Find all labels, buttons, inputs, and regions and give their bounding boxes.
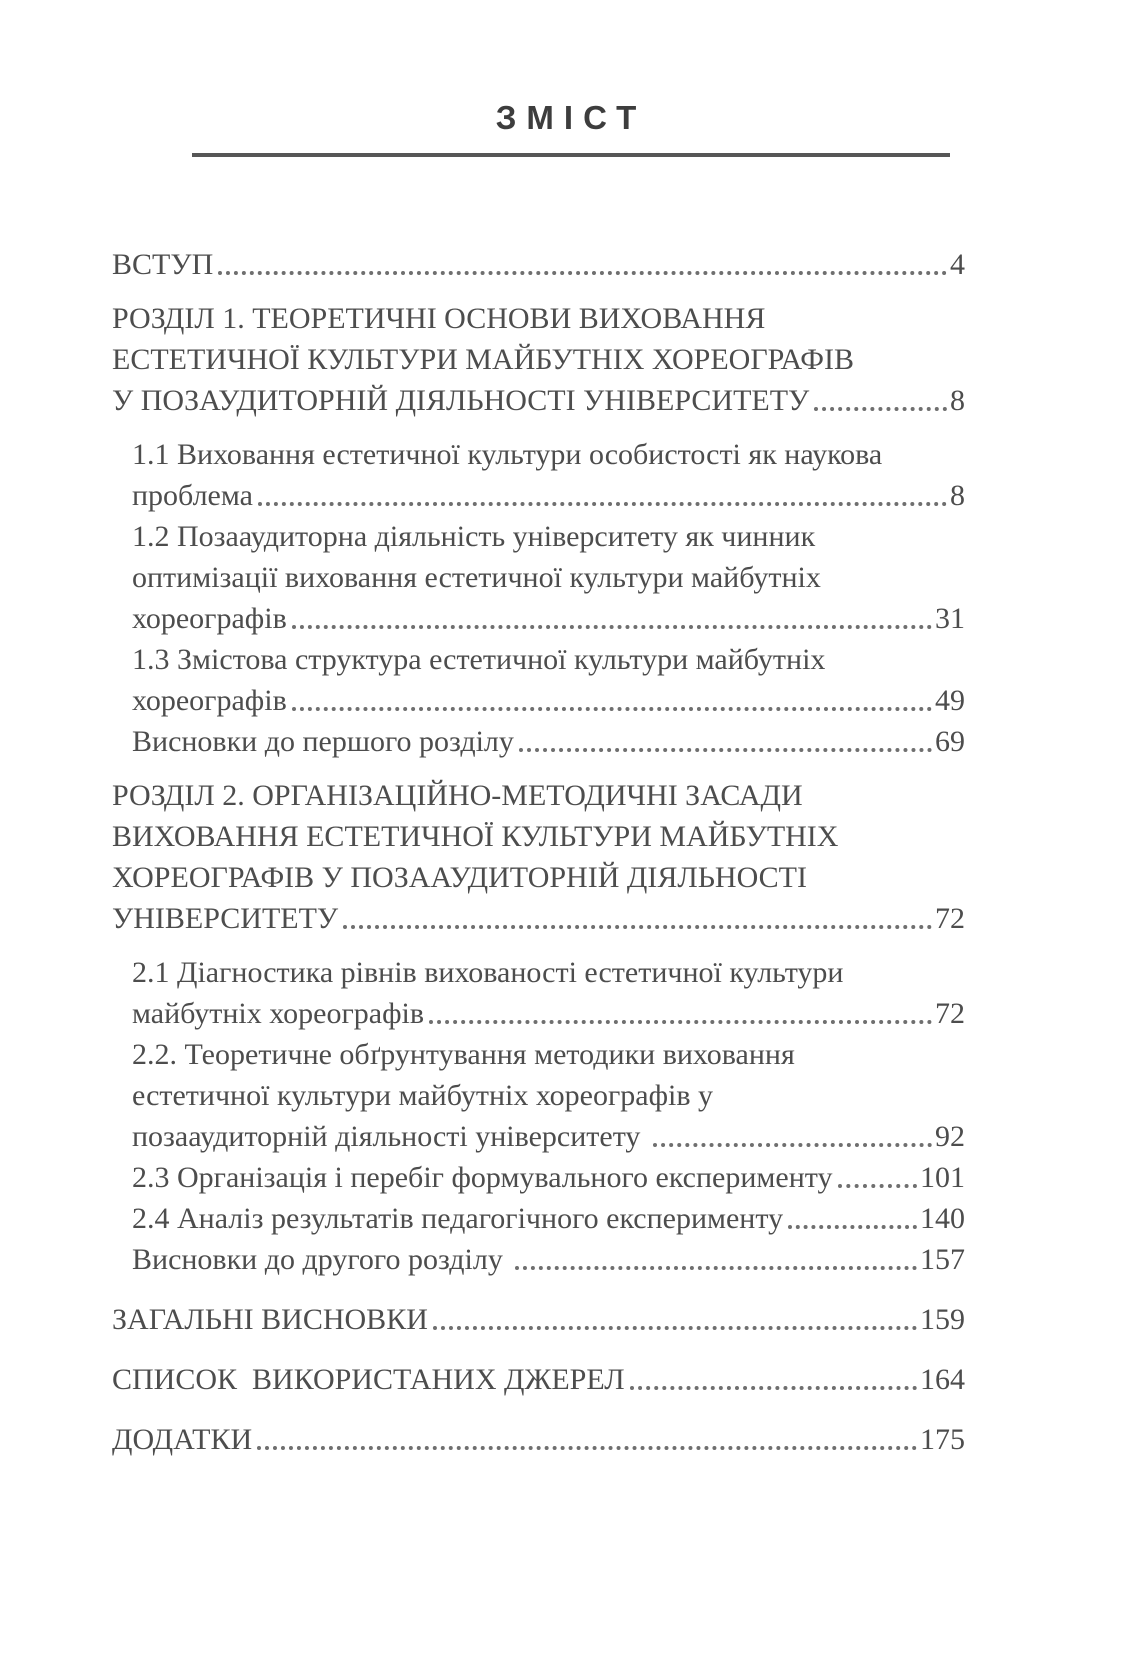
dot-leader [218,271,947,275]
toc-entry-text: СПИСОК ВИКОРИСТАНИХ ДЖЕРЕЛ [112,1363,625,1396]
page-number: 140 [920,1202,965,1235]
toc-entry-text: ХОРЕОГРАФІВ У ПОЗААУДИТОРНІЙ ДІЯЛЬНОСТІ [112,861,807,894]
toc-entry-text: У ПОЗАУДИТОРНІЙ ДІЯЛЬНОСТІ УНІВЕРСИТЕТУ [112,384,810,417]
toc-line-with-page [112,1299,965,1340]
toc-line [132,557,965,598]
toc-entry-text: хореографів [132,684,287,717]
toc-entry-text: 1.2 Позааудиторна діяльність університету як чинник [132,520,816,553]
page-number: 8 [950,384,965,417]
toc-entry-text: Висновки до першого розділу [132,725,514,758]
toc-entry [112,721,965,762]
dot-leader [257,1446,917,1450]
toc-entry-text: хореографів [132,602,287,635]
toc-entry [112,775,965,939]
toc-line-with-page [112,898,965,939]
page-number: 4 [950,248,965,281]
toc-entry-text: ЕСТЕТИЧНОЇ КУЛЬТУРИ МАЙБУТНІХ ХОРЕОГРАФІВ [112,343,855,376]
toc-entry-text: оптимізації виховання естетичної культури майбутніх [132,561,821,594]
toc-entry-text: 2.3 Організація і перебіг формувального експерименту [132,1161,833,1194]
toc-entry [112,1157,965,1198]
dot-leader [838,1184,918,1188]
page-number: 31 [935,602,965,635]
toc-entry-text: ДОДАТКИ [112,1423,253,1456]
toc-entry [112,1419,965,1460]
toc-line [132,639,965,680]
page-number: 175 [920,1423,965,1456]
toc-line-with-page [132,475,965,516]
toc-entry-text: ВСТУП [112,248,214,281]
page-number: 157 [920,1243,965,1276]
toc-line-with-page [112,244,965,285]
toc-entry [112,1299,965,1340]
toc-entry-text: позааудиторній діяльності університету [132,1120,648,1153]
toc-line [112,857,965,898]
toc-line [112,298,965,339]
page-number: 101 [920,1161,965,1194]
toc-entry-text: естетичної культури майбутніх хореографів у [132,1079,714,1112]
toc-entry-text: 1.3 Змістова структура естетичної культури майбутніх [132,643,826,676]
page-number: 49 [935,684,965,717]
dot-leader [292,625,932,629]
toc-entry [112,434,965,516]
toc-line-with-page [112,380,965,421]
toc-line-with-page [132,1198,965,1239]
dot-leader [433,1326,917,1330]
dot-leader [630,1386,917,1390]
toc-entry [112,244,965,285]
toc-line-with-page [112,1359,965,1400]
toc-entry-text: ВИХОВАННЯ ЕСТЕТИЧНОЇ КУЛЬТУРИ МАЙБУТНІХ [112,820,839,853]
toc-line [132,434,965,475]
toc-entry-text: 2.4 Аналіз результатів педагогічного експерименту [132,1202,784,1235]
dot-leader [292,707,932,711]
page-number: 159 [920,1303,965,1336]
dot-leader [519,748,932,752]
toc-entry-text: Висновки до другого розділу [132,1243,511,1276]
toc-line-with-page [132,1239,965,1280]
toc-entry-text: 2.2. Теоретичне обґрунтування методики виховання [132,1038,795,1071]
toc-entry-text: РОЗДІЛ 2. ОРГАНІЗАЦІЙНО-МЕТОДИЧНІ ЗАСАДИ [112,779,803,812]
title-divider [192,153,950,157]
toc-entry [112,1198,965,1239]
toc-line-with-page [132,598,965,639]
toc-entry-text: 2.1 Діагностика рівнів вихованості естетичної культури [132,956,844,989]
toc-entry-text: РОЗДІЛ 1. ТЕОРЕТИЧНІ ОСНОВИ ВИХОВАННЯ [112,302,766,335]
toc-line [112,816,965,857]
toc-entry [112,298,965,421]
page-title: ЗМІСТ [495,99,647,136]
toc-line [132,1075,965,1116]
toc-line [132,952,965,993]
dot-leader [343,925,932,929]
dot-leader [653,1143,932,1147]
toc-line-with-page [112,1419,965,1460]
toc-entry [112,516,965,639]
toc-line-with-page [132,993,965,1034]
page-number: 72 [935,997,965,1030]
toc-entry-text: ЗАГАЛЬНІ ВИСНОВКИ [112,1303,428,1336]
toc-entry [112,639,965,721]
dot-leader [429,1020,932,1024]
toc-entry-text: 1.1 Виховання естетичної культури особистості як наукова [132,438,883,471]
toc-line-with-page [132,1116,965,1157]
page-number: 8 [950,479,965,512]
toc-line [112,339,965,380]
toc-entry [112,1359,965,1400]
page-number: 164 [920,1363,965,1396]
dot-leader [788,1225,917,1229]
toc-entry-text: майбутніх хореографів [132,997,425,1030]
toc-entry [112,952,965,1034]
toc-entry-text: проблема [132,479,253,512]
dot-leader [258,502,947,506]
toc-entry-text: УНІВЕРСИТЕТУ [112,902,339,935]
page-number: 92 [935,1120,965,1153]
toc-line [132,1034,965,1075]
dot-leader [515,1266,917,1270]
toc-line-with-page [132,721,965,762]
toc-line-with-page [132,680,965,721]
page-number: 69 [935,725,965,758]
toc-entry [112,1034,965,1157]
toc-line [112,775,965,816]
toc-entry [112,1239,965,1280]
toc-line [132,516,965,557]
page-number: 72 [935,902,965,935]
dot-leader [814,407,947,411]
toc-line-with-page [132,1157,965,1198]
toc-list [112,244,965,1460]
